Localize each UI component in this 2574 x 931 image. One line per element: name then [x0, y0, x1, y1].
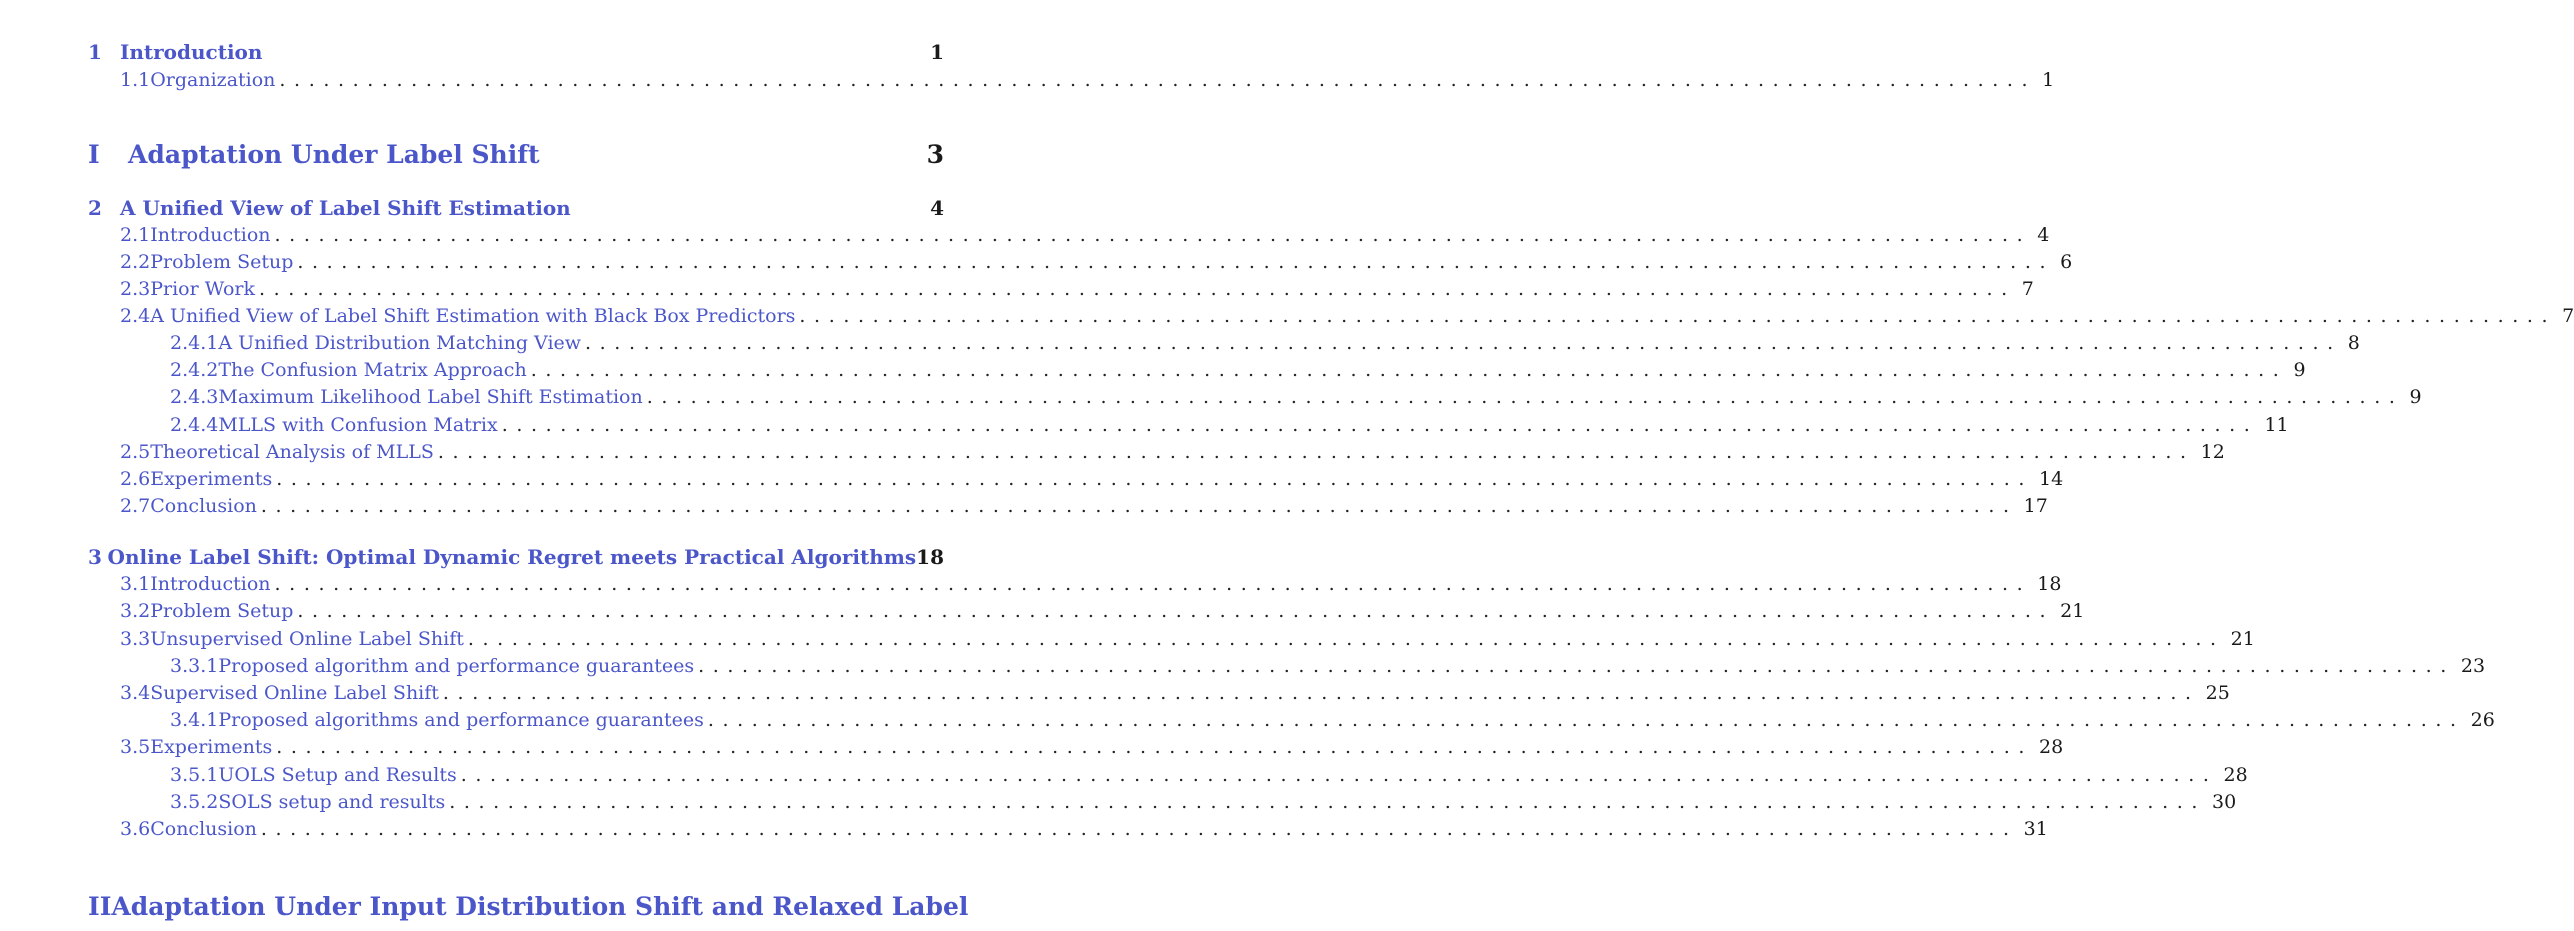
- toc-chapter-entry[interactable]: [88, 545, 944, 569]
- toc-section-entry[interactable]: [120, 573, 2062, 595]
- toc-page-number: 9: [2293, 359, 2306, 381]
- toc-section-entry[interactable]: [120, 818, 2048, 840]
- dot-leader: ........................................................................................................................: [799, 305, 2557, 327]
- toc-section-entry[interactable]: [120, 224, 2050, 246]
- dot-leader: ........................................................................................................................: [274, 573, 2032, 595]
- toc-page-number: 14: [2039, 468, 2064, 490]
- toc-entry-number[interactable]: 2: [88, 196, 102, 220]
- toc-page-number: 8: [2347, 332, 2360, 354]
- toc-page-number: 12: [2200, 441, 2225, 463]
- toc-entry-number[interactable]: 2.1: [120, 224, 151, 246]
- toc-page-number: 28: [2039, 736, 2064, 758]
- toc-entry-title[interactable]: Unsupervised Online Label Shift: [150, 628, 464, 650]
- toc-entry-number[interactable]: 3.6: [120, 818, 151, 840]
- toc-entry-title[interactable]: Theoretical Analysis of MLLS: [150, 441, 434, 463]
- toc-page-number: 9: [2409, 386, 2422, 408]
- toc-part-entry[interactable]: [88, 892, 969, 921]
- toc-entry-title[interactable]: Adaptation Under Input Distribution Shift and Relaxed Label: [111, 892, 969, 921]
- toc-entry-number[interactable]: 3.5.2: [170, 791, 219, 813]
- toc-entry-number[interactable]: 2.6: [120, 468, 151, 490]
- toc-page-number: 7: [2021, 278, 2034, 300]
- toc-entry-number[interactable]: 3: [88, 545, 102, 569]
- dot-leader: ........................................................................................................................: [442, 682, 2200, 704]
- dot-leader: ........................................................................................................................: [279, 69, 2037, 91]
- toc-subsection-entry[interactable]: [170, 709, 2495, 731]
- toc-entry-title[interactable]: Proposed algorithms and performance guarantees: [218, 709, 704, 731]
- toc-entry-number[interactable]: 2.4.2: [170, 359, 219, 381]
- toc-entry-number[interactable]: 1.1: [120, 69, 151, 91]
- toc-entry-title[interactable]: SOLS setup and results: [218, 791, 446, 813]
- dot-leader: ........................................................................................................................: [274, 224, 2032, 246]
- dot-leader: ........................................................................................................................: [260, 818, 2018, 840]
- toc-section-entry[interactable]: [120, 468, 2064, 490]
- toc-entry-number[interactable]: 3.3: [120, 628, 151, 650]
- toc-entry-number[interactable]: 3.4: [120, 682, 151, 704]
- toc-entry-number[interactable]: 2.4.4: [170, 414, 219, 436]
- toc-entry-title[interactable]: Supervised Online Label Shift: [150, 682, 439, 704]
- toc-page-number: 21: [2060, 600, 2085, 622]
- dot-leader: ........................................................................................................................: [449, 791, 2206, 813]
- toc-section-entry[interactable]: [120, 600, 2085, 622]
- toc-page-number: 21: [2230, 628, 2255, 650]
- dot-leader: ........................................................................................................................: [276, 736, 2034, 758]
- toc-section-entry[interactable]: [120, 628, 2255, 650]
- toc-subsection-entry[interactable]: [170, 359, 2306, 381]
- toc-page-number: 11: [2264, 414, 2289, 436]
- toc-entry-number[interactable]: 2.3: [120, 278, 151, 300]
- toc-page-number: 1: [930, 40, 944, 64]
- dot-leader: ........................................................................................................................: [437, 441, 2195, 463]
- toc-entry-title[interactable]: Experiments: [150, 736, 273, 758]
- toc-entry-title[interactable]: Adaptation Under Label Shift: [128, 140, 540, 169]
- toc-entry-title[interactable]: Organization: [150, 69, 276, 91]
- dot-leader: ........................................................................................................................: [460, 764, 2218, 786]
- toc-entry-number[interactable]: 3.4.1: [170, 709, 219, 731]
- dot-leader: ........................................................................................................................: [276, 468, 2034, 490]
- toc-chapter-entry[interactable]: [88, 40, 944, 64]
- toc-entry-title[interactable]: Maximum Likelihood Label Shift Estimation: [218, 386, 643, 408]
- toc-entry-title[interactable]: Introduction: [150, 224, 271, 246]
- toc-entry-title[interactable]: Conclusion: [150, 495, 257, 517]
- toc-section-entry[interactable]: [120, 441, 2225, 463]
- toc-section-entry[interactable]: [120, 682, 2230, 704]
- toc-page-number: 28: [2223, 764, 2248, 786]
- toc-entry-title[interactable]: Proposed algorithm and performance guarantees: [218, 655, 695, 677]
- toc-entry-title[interactable]: A Unified Distribution Matching View: [218, 332, 582, 354]
- toc-subsection-entry[interactable]: [170, 764, 2248, 786]
- toc-entry-number[interactable]: II: [88, 892, 112, 921]
- toc-entry-number[interactable]: 2.5: [120, 441, 151, 463]
- toc-page-number: 17: [2023, 495, 2048, 517]
- toc-entry-number[interactable]: 3.5.1: [170, 764, 219, 786]
- toc-entry-number[interactable]: 2.2: [120, 251, 151, 273]
- toc-page-number: 26: [2470, 709, 2495, 731]
- toc-section-entry[interactable]: [120, 736, 2064, 758]
- dot-leader: ........................................................................................................................: [259, 278, 2016, 300]
- dot-leader: ........................................................................................................................: [297, 600, 2055, 622]
- toc-subsection-entry[interactable]: [170, 332, 2360, 354]
- toc-entry-title[interactable]: Problem Setup: [150, 600, 294, 622]
- toc-section-entry[interactable]: [120, 69, 2055, 91]
- toc-part-entry[interactable]: [88, 140, 944, 169]
- toc-entry-title[interactable]: Introduction: [120, 40, 263, 64]
- toc-entry-title[interactable]: The Confusion Matrix Approach: [218, 359, 527, 381]
- toc-subsection-entry[interactable]: [170, 791, 2237, 813]
- dot-leader: ........................................................................................................................: [260, 495, 2018, 517]
- toc-section-entry[interactable]: [120, 305, 2574, 327]
- toc-entry-title[interactable]: Introduction: [150, 573, 271, 595]
- toc-entry-number[interactable]: 3.2: [120, 600, 151, 622]
- dot-leader: ........................................................................................................................: [646, 386, 2404, 408]
- toc-entry-title[interactable]: UOLS Setup and Results: [218, 764, 457, 786]
- toc-page-number: 6: [2060, 251, 2073, 273]
- toc-page-number: 4: [2037, 224, 2050, 246]
- toc-entry-title[interactable]: A Unified View of Label Shift Estimation with Black Box Predictors: [150, 305, 796, 327]
- toc-entry-title[interactable]: A Unified View of Label Shift Estimation: [120, 196, 571, 220]
- toc-subsection-entry[interactable]: [170, 414, 2289, 436]
- toc-page-number: 18: [2037, 573, 2062, 595]
- dot-leader: ........................................................................................................................: [707, 709, 2465, 731]
- toc-entry-title[interactable]: MLLS with Confusion Matrix: [218, 414, 498, 436]
- toc-entry-number[interactable]: 2.4.3: [170, 386, 219, 408]
- toc-subsection-entry[interactable]: [170, 386, 2422, 408]
- toc-page-number: 25: [2205, 682, 2230, 704]
- toc-entry-title[interactable]: Experiments: [150, 468, 273, 490]
- toc-entry-title[interactable]: Prior Work: [150, 278, 255, 300]
- toc-entry-number[interactable]: 3.1: [120, 573, 151, 595]
- toc-entry-number[interactable]: 3.3.1: [170, 655, 219, 677]
- toc-page-number: 1: [2042, 69, 2055, 91]
- dot-leader: ........................................................................................................................: [297, 251, 2055, 273]
- toc-page-number: 7: [2562, 305, 2574, 327]
- toc-entry-title[interactable]: Online Label Shift: Optimal Dynamic Regret meets Practical Algorithms: [107, 545, 917, 569]
- toc-page-number: 30: [2212, 791, 2237, 813]
- toc-entry-number[interactable]: 2.4: [120, 305, 151, 327]
- toc-section-entry[interactable]: [120, 251, 2073, 273]
- toc-entry-number[interactable]: I: [88, 140, 100, 169]
- toc-entry-number[interactable]: 1: [88, 40, 102, 64]
- toc-chapter-entry[interactable]: [88, 196, 944, 220]
- dot-leader: ........................................................................................................................: [530, 359, 2288, 381]
- dot-leader: ........................................................................................................................: [585, 332, 2342, 354]
- toc-section-entry[interactable]: [120, 495, 2048, 517]
- toc-page-number: 18: [916, 545, 944, 569]
- toc-entry-number[interactable]: 2.7: [120, 495, 151, 517]
- toc-page-number: 3: [926, 140, 944, 169]
- toc-entry-number[interactable]: 2.4.1: [170, 332, 219, 354]
- toc-subsection-entry[interactable]: [170, 655, 2486, 677]
- toc-page-number: 31: [2023, 818, 2048, 840]
- toc-page-number: 23: [2460, 655, 2486, 677]
- dot-leader: ........................................................................................................................: [698, 655, 2455, 677]
- dot-leader: ........................................................................................................................: [501, 414, 2259, 436]
- toc-entry-title[interactable]: Conclusion: [150, 818, 257, 840]
- toc-section-entry[interactable]: [120, 278, 2034, 300]
- toc-page-number: 4: [930, 196, 944, 220]
- toc-entry-title[interactable]: Problem Setup: [150, 251, 294, 273]
- toc-entry-number[interactable]: 3.5: [120, 736, 151, 758]
- dot-leader: ........................................................................................................................: [467, 628, 2225, 650]
